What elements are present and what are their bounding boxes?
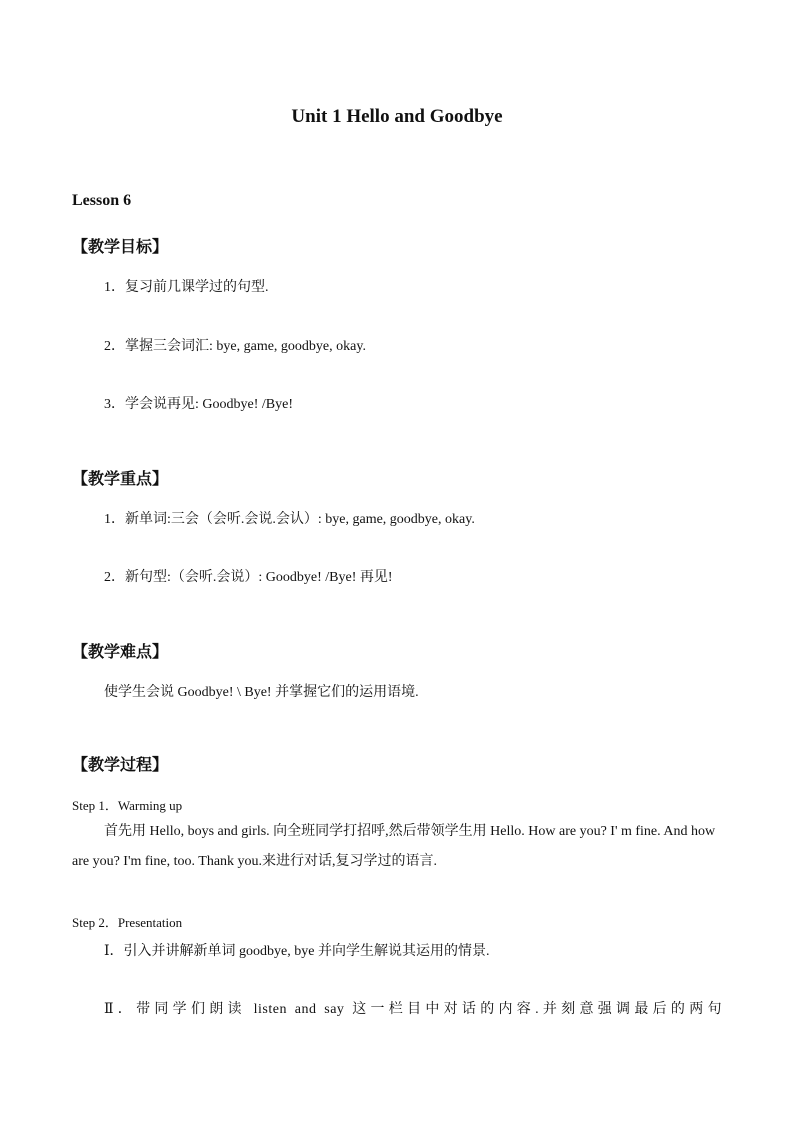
- key-point-item: 2．新句型:（会听.会说）: Goodbye! /Bye! 再见!: [104, 570, 393, 585]
- difficulties-text: 使学生会说 Goodbye! \ Bye! 并掌握它们的运用语境.: [104, 685, 419, 700]
- step1-label: Step 1．Warming up: [72, 798, 183, 813]
- objective-item: 1．复习前几课学过的句型.: [104, 280, 269, 295]
- step1-text: 首先用 Hello, boys and girls. 向全班同学打招呼,然后带领学生用 Hello. How are you? I' m fine. And how are you? I'm fine, too. Thank you.来进行对话,复习学过的语言.: [72, 824, 716, 869]
- key-point-item: 1．新单词:三会（会听.会说.会认）: bye, game, goodbye, okay.: [104, 512, 475, 527]
- document-title: Unit 1 Hello and Goodbye: [291, 106, 503, 127]
- step2-item: Ⅰ．引入并讲解新单词 goodbye, bye 并向学生解说其运用的情景.: [104, 944, 490, 959]
- difficulties-heading: 【教学难点】: [72, 642, 169, 661]
- objective-item: 2．掌握三会词汇: bye, game, goodbye, okay.: [104, 339, 366, 354]
- objectives-heading: 【教学目标】: [72, 237, 169, 256]
- lesson-label: Lesson 6: [72, 192, 132, 209]
- process-heading: 【教学过程】: [72, 755, 169, 774]
- key-points-heading: 【教学重点】: [72, 469, 169, 488]
- step2-label: Step 2．Presentation: [72, 915, 183, 930]
- step2-item: Ⅱ．带同学们朗读 listen and say 这一栏目中对话的内容.并刻意强调最后的两句: [104, 1002, 722, 1017]
- objective-item: 3．学会说再见: Goodbye! /Bye!: [104, 397, 293, 412]
